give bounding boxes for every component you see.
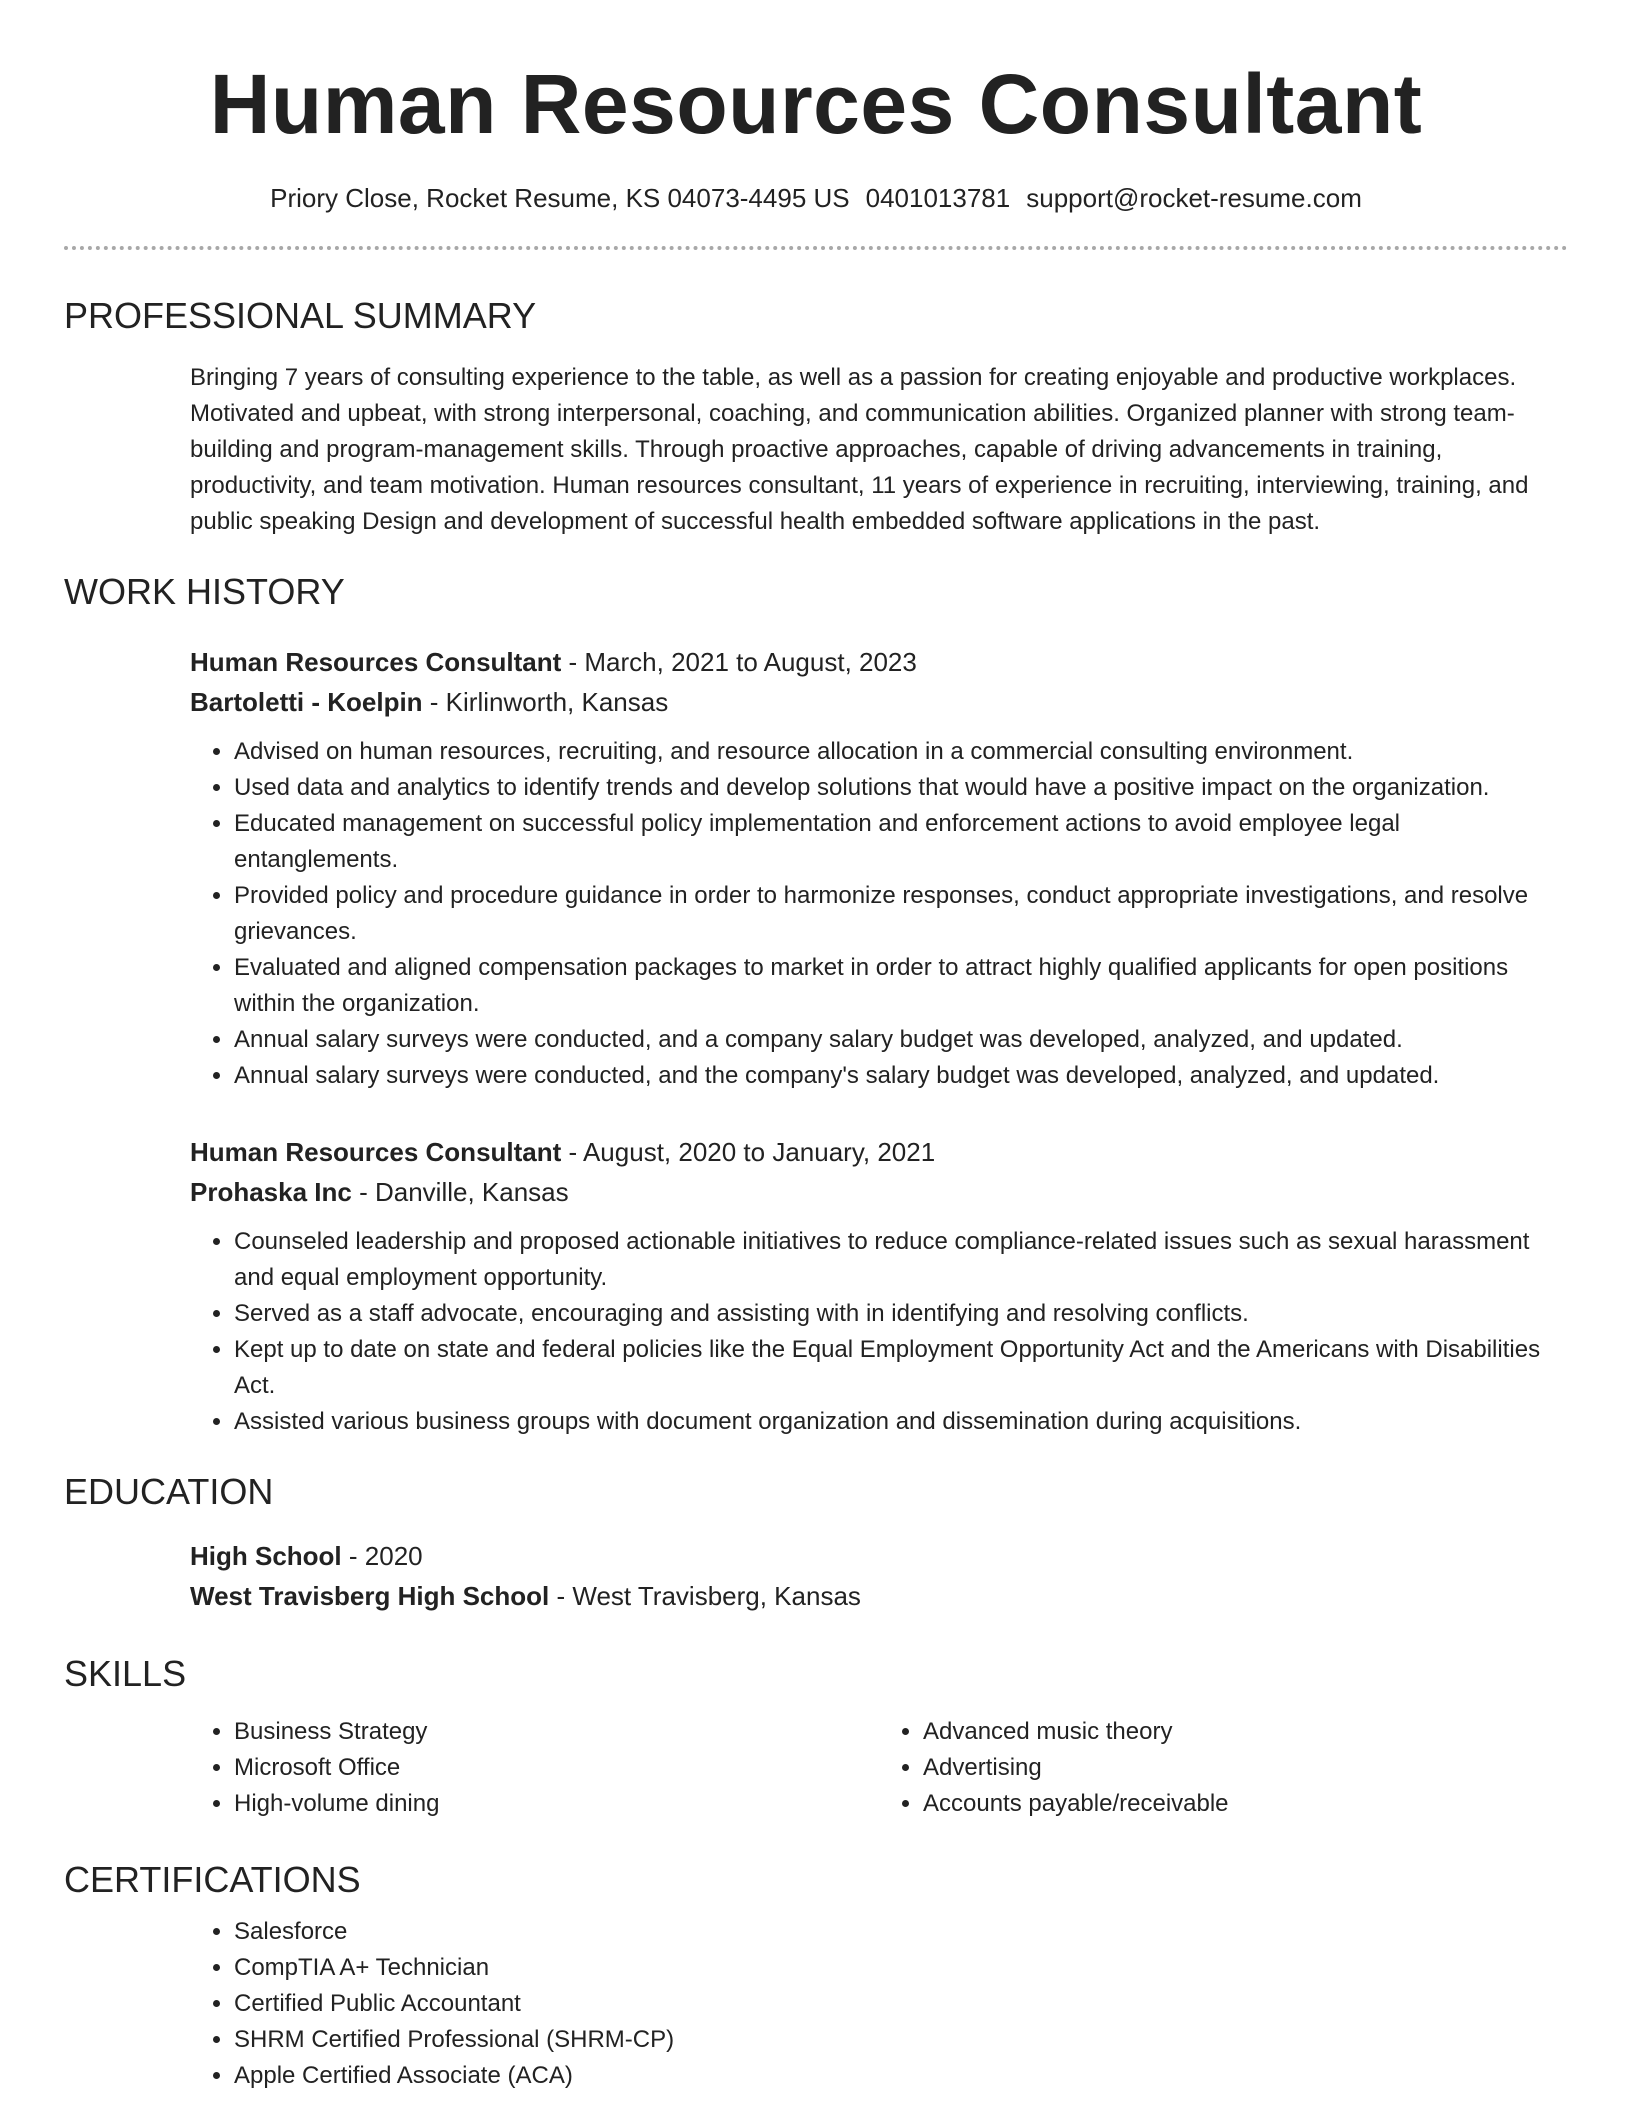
list-item: • SHRM Certified Professional (SHRM-CP) [234,2022,1568,2058]
job-dates: - August, 2020 to January, 2021 [561,1137,936,1167]
section-title-skills: SKILLS [64,1653,187,1694]
job-entry [190,1132,1568,1440]
skills-column-right [879,1714,1568,1822]
list-item: • Provided policy and procedure guidance in order to harmonize responses, conduct appropriate investigations, and resolve grievances. [234,878,1568,950]
job-company: Bartoletti - Koelpin [190,687,423,717]
list-item: • Assisted various business groups with document organization and dissemination during acquisitions. [234,1404,1568,1440]
job-entry [190,642,1568,1094]
list-item: • Advertising [923,1750,1568,1786]
list-item: • Advised on human resources, recruiting, and resource allocation in a commercial consulting environment. [234,734,1568,770]
list-item: • Counseled leadership and proposed actionable initiatives to reduce compliance-related issues such as sexual harassment and equal employment opportunity. [234,1224,1568,1296]
education-degree-line [190,1536,1568,1576]
section-title-certifications: CERTIFICATIONS [64,1859,361,1900]
section-title-work-history: WORK HISTORY [64,571,345,612]
education-entry [190,1536,1568,1616]
job-company-line [190,682,1568,722]
list-item: • Advanced music theory [923,1714,1568,1750]
skills-grid [190,1714,1568,1822]
list-item: • CompTIA A+ Technician [234,1950,1568,1986]
job-company-line [190,1172,1568,1212]
education-degree: High School [190,1541,342,1571]
section-title-education: EDUCATION [64,1471,274,1512]
job-role: Human Resources Consultant [190,1137,562,1167]
job-title-line [190,1132,1568,1172]
list-item: • Salesforce [234,1914,1568,1950]
list-item: • Certified Public Accountant [234,1986,1568,2022]
job-bullets [190,734,1568,1094]
list-item: • Microsoft Office [234,1750,879,1786]
list-item: • Accounts payable/receivable [923,1786,1568,1822]
education-year: - 2020 [341,1541,423,1571]
section-title-summary: PROFESSIONAL SUMMARY [64,295,537,336]
job-dates: - March, 2021 to August, 2023 [561,647,917,677]
skills-column-left [190,1714,879,1822]
job-location: - Kirlinworth, Kansas [422,687,669,717]
contact-address: Priory Close, Rocket Resume, KS 04073-4495 US [270,183,850,213]
header-divider [64,246,1568,250]
list-item: • Educated management on successful policy implementation and enforcement actions to avoid employee legal entanglements. [234,806,1568,878]
list-item: • Business Strategy [234,1714,879,1750]
list-item: • Kept up to date on state and federal policies like the Equal Employment Opportunity Act and the Americans with Disabilities Act. [234,1332,1568,1404]
job-company: Prohaska Inc [190,1177,352,1207]
education-school-line [190,1576,1568,1616]
list-item: • Served as a staff advocate, encouraging and assisting with in identifying and resolving conflicts. [234,1296,1568,1332]
list-item: • High-volume dining [234,1786,879,1822]
resume-name: Human Resources Consultant [209,57,1423,151]
job-role: Human Resources Consultant [190,647,562,677]
contact-email: support@rocket-resume.com [1026,183,1362,213]
list-item: • Evaluated and aligned compensation packages to market in order to attract highly qualified applicants for open positions within the organization. [234,950,1568,1022]
job-location: - Danville, Kansas [351,1177,569,1207]
job-title-line [190,642,1568,682]
education-school: West Travisberg High School [190,1581,550,1611]
certifications-list [190,1914,1568,2094]
job-bullets [190,1224,1568,1440]
list-item: • Used data and analytics to identify trends and develop solutions that would have a positive impact on the organization. [234,770,1568,806]
contact-phone: 0401013781 [865,183,1011,213]
education-location: - West Travisberg, Kansas [549,1581,861,1611]
list-item: • Apple Certified Associate (ACA) [234,2058,1568,2094]
summary-text: Bringing 7 years of consulting experience to the table, as well as a passion for creating enjoyable and productive workplaces. Motivated and upbeat, with strong interpersonal, coaching, and communication abilities. Organized planner with strong team-building and program-management skills. Through proactive approaches, capable of driving advancements in training, productivity, and team motivation. Human resources consultant, 11 years of experience in recruiting, interviewing, training, and public speaking Design and development of successful health embedded software applications in the past. [190,364,1529,535]
list-item: • Annual salary surveys were conducted, and the company's salary budget was developed, analyzed, and updated. [234,1058,1568,1094]
contact-line [64,180,1568,216]
list-item: • Annual salary surveys were conducted, and a company salary budget was developed, analyzed, and updated. [234,1022,1568,1058]
